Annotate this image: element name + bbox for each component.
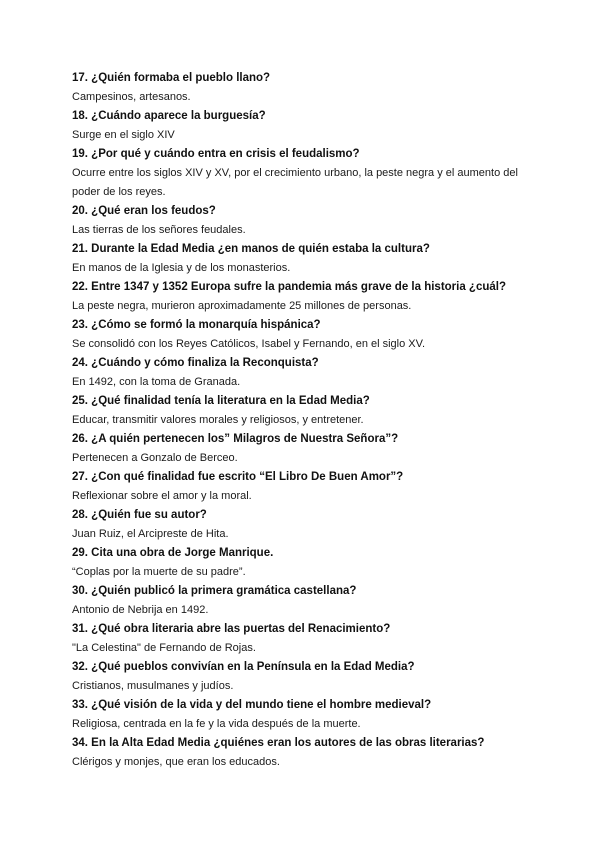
answer: “Coplas por la muerte de su padre”.: [72, 566, 246, 578]
qa-item: [72, 316, 532, 354]
qa-item: [72, 582, 532, 620]
answer: La peste negra, murieron aproximadamente 25 millones de personas.: [72, 300, 412, 312]
question: 26. ¿A quién pertenecen los” Milagros de Nuestra Señora”?: [72, 433, 399, 445]
answer: En 1492, con la toma de Granada.: [72, 376, 241, 388]
qa-item: [72, 544, 532, 582]
qa-item: [72, 69, 532, 107]
question: 19. ¿Por qué y cuándo entra en crisis el feudalismo?: [72, 148, 360, 160]
question: 28. ¿Quién fue su autor?: [72, 509, 207, 521]
qa-item: [72, 392, 532, 430]
answer: Reflexionar sobre el amor y la moral.: [72, 490, 252, 502]
question: 23. ¿Cómo se formó la monarquía hispánica?: [72, 319, 321, 331]
question: 34. En la Alta Edad Media ¿quiénes eran los autores de las obras literarias?: [72, 737, 485, 749]
answer: En manos de la Iglesia y de los monasterios.: [72, 262, 291, 274]
qa-item: [72, 620, 532, 658]
question: 32. ¿Qué pueblos convivían en la Península en la Edad Media?: [72, 661, 415, 673]
question: 22. Entre 1347 y 1352 Europa sufre la pandemia más grave de la historia ¿cuál?: [72, 281, 506, 293]
question: 33. ¿Qué visión de la vida y del mundo tiene el hombre medieval?: [72, 699, 432, 711]
answer: "La Celestina" de Fernando de Rojas.: [72, 642, 256, 654]
answer: Se consolidó con los Reyes Católicos, Isabel y Fernando, en el siglo XV.: [72, 338, 426, 350]
answer: Campesinos, artesanos.: [72, 91, 191, 103]
question: 17. ¿Quién formaba el pueblo llano?: [72, 72, 271, 84]
question: 30. ¿Quién publicó la primera gramática castellana?: [72, 585, 357, 597]
qa-item: [72, 734, 532, 772]
answer: Cristianos, musulmanes y judíos.: [72, 680, 234, 692]
question: 31. ¿Qué obra literaria abre las puertas del Renacimiento?: [72, 623, 391, 635]
qa-item: [72, 468, 532, 506]
answer: Clérigos y monjes, que eran los educados.: [72, 756, 280, 768]
qa-item: [72, 430, 532, 468]
answer: Educar, transmitir valores morales y religiosos, y entretener.: [72, 414, 364, 426]
qa-item: [72, 145, 532, 202]
question: 18. ¿Cuándo aparece la burguesía?: [72, 110, 266, 122]
answer: Ocurre entre los siglos XIV y XV, por el crecimiento urbano, la peste negra y el aumento del poder de los reyes.: [72, 167, 518, 198]
answer: Juan Ruiz, el Arcipreste de Hita.: [72, 528, 229, 540]
answer: Antonio de Nebrija en 1492.: [72, 604, 209, 616]
question: 29. Cita una obra de Jorge Manrique.: [72, 547, 274, 559]
question: 27. ¿Con qué finalidad fue escrito “El Libro De Buen Amor”?: [72, 471, 404, 483]
qa-list: [72, 69, 532, 772]
question: 20. ¿Qué eran los feudos?: [72, 205, 216, 217]
qa-item: [72, 658, 532, 696]
qa-item: [72, 696, 532, 734]
question: 24. ¿Cuándo y cómo finaliza la Reconquista?: [72, 357, 319, 369]
answer: Las tierras de los señores feudales.: [72, 224, 246, 236]
question: 25. ¿Qué finalidad tenía la literatura en la Edad Media?: [72, 395, 370, 407]
qa-item: [72, 278, 532, 316]
qa-item: [72, 107, 532, 145]
answer: Surge en el siglo XIV: [72, 129, 175, 141]
qa-item: [72, 202, 532, 240]
answer: Religiosa, centrada en la fe y la vida después de la muerte.: [72, 718, 361, 730]
answer: Pertenecen a Gonzalo de Berceo.: [72, 452, 238, 464]
question: 21. Durante la Edad Media ¿en manos de quién estaba la cultura?: [72, 243, 430, 255]
qa-item: [72, 240, 532, 278]
qa-item: [72, 354, 532, 392]
qa-item: [72, 506, 532, 544]
